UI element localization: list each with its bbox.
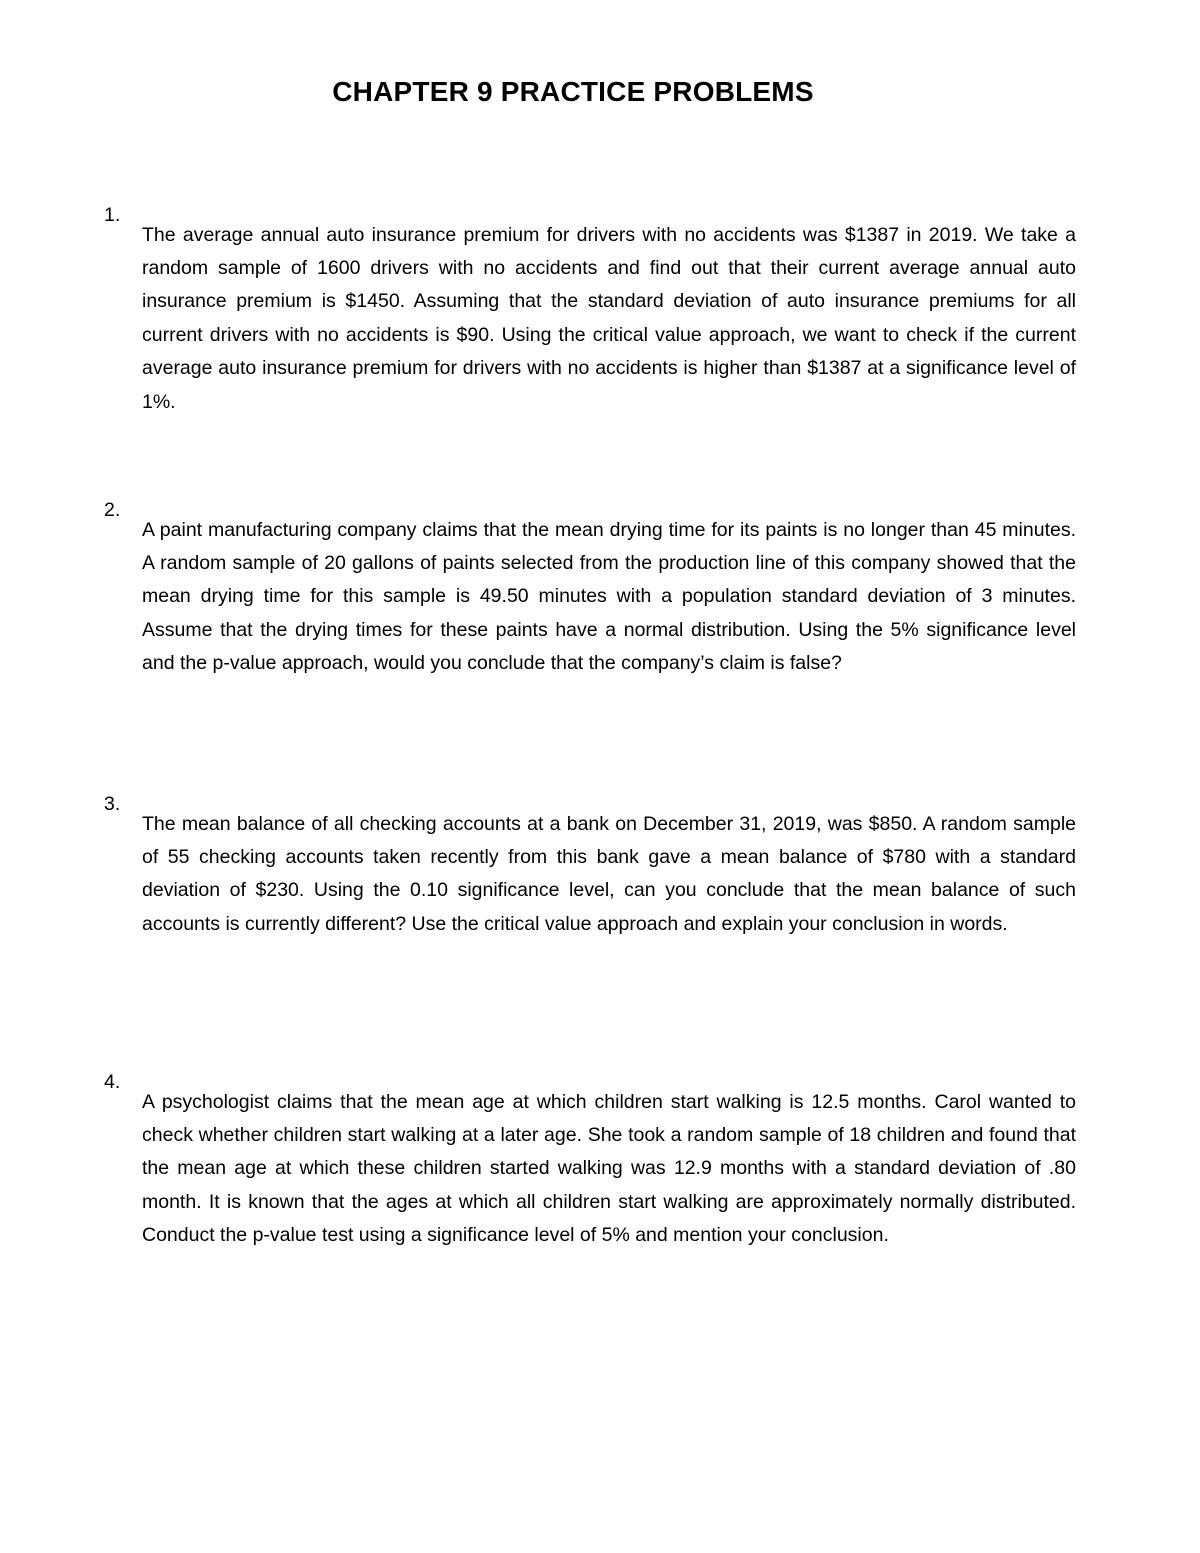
page-title: CHAPTER 9 PRACTICE PROBLEMS: [332, 76, 814, 107]
problem-item-4: [104, 1066, 1076, 1272]
problem-text: A paint manufacturing company claims that the mean drying time for its paints is no longer than 45 minutes. A random sample of 20 gallons of paints selected from the production line of this company showed that the mean drying time for this sample is 49.50 minutes with a population standard deviation of 3 minutes. Assume that the drying times for these paints have a normal distribution. Using the 5% significance level and the p-value approach, would you conclude that the company’s claim is false?: [142, 518, 1076, 675]
problem-item-1: [104, 199, 1076, 438]
problem-number: 4.: [104, 1071, 121, 1093]
problem-item-3: [104, 788, 1076, 961]
problem-text: A psychologist claims that the mean age at which children start walking is 12.5 months. Carol wanted to check whether children start walking at a later age. She took a random sample of 18 children and found that the mean age at which these children started walking was 12.9 months with a standard deviation of .80 month. It is known that the ages at which all children start walking are approximately normally distributed. Conduct the p-value test using a significance level of 5% and mention your conclusion.: [142, 1090, 1076, 1247]
problem-text: The mean balance of all checking accounts at a bank on December 31, 2019, was $850. A random sample of 55 checking accounts taken recently from this bank gave a mean balance of $780 with a standard deviation of $230. Using the 0.10 significance level, can you conclude that the mean balance of such accounts is currently different? Use the critical value approach and explain your conclusion in words.: [142, 812, 1076, 935]
problem-number: 3.: [104, 793, 121, 815]
problem-number: 2.: [104, 499, 121, 521]
problem-number: 1.: [104, 204, 121, 226]
problem-text: The average annual auto insurance premium for drivers with no accidents was $1387 in 2019. We take a random sample of 1600 drivers with no accidents and find out that their current average annual auto insurance premium is $1450. Assuming that the standard deviation of auto insurance premiums for all current drivers with no accidents is $90. Using the critical value approach, we want to check if the current average auto insurance premium for drivers with no accidents is higher than $1387 at a significance level of 1%.: [142, 223, 1076, 413]
problem-item-2: [104, 494, 1076, 700]
